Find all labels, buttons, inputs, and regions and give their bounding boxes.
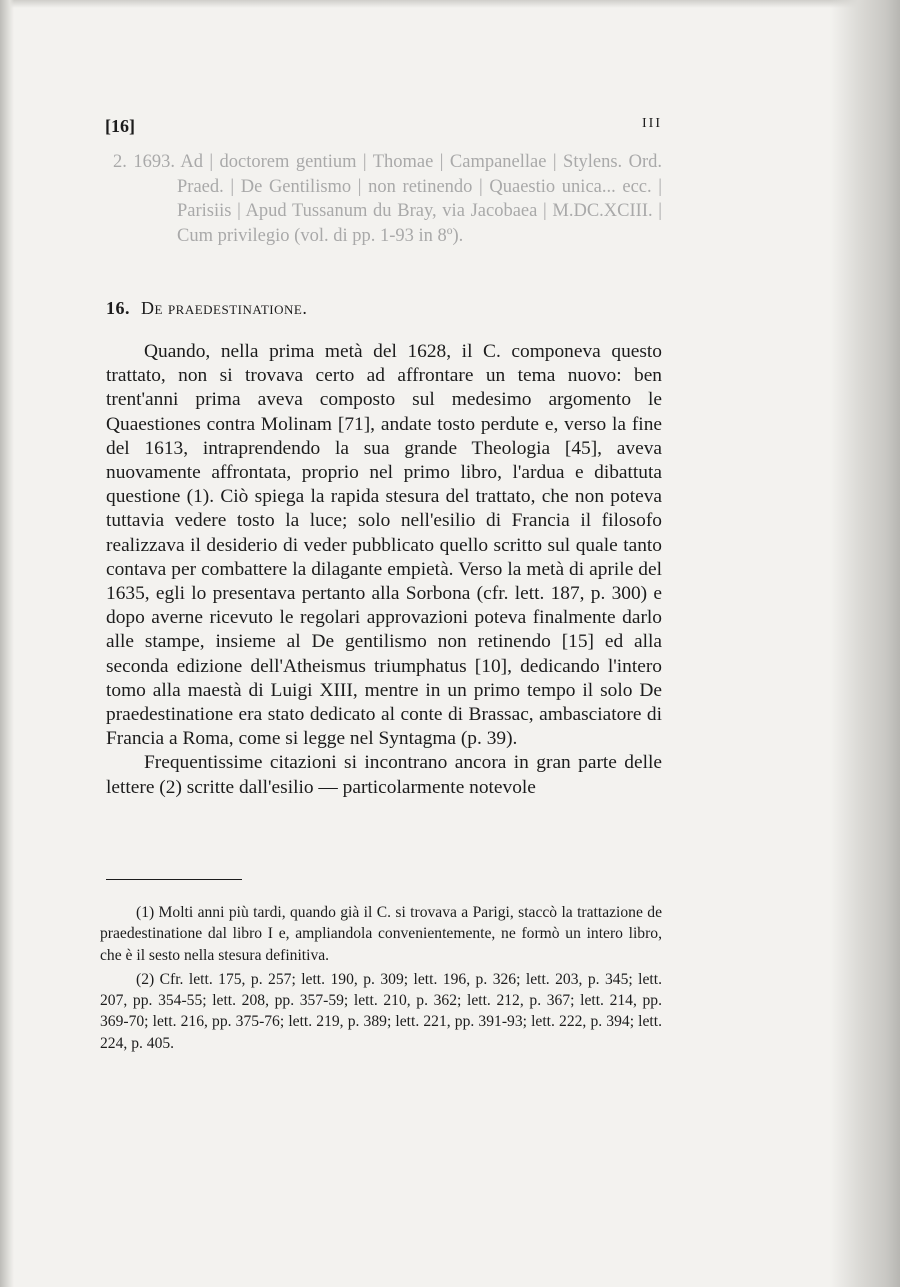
bibliographic-entry [113, 150, 662, 248]
section-title: De praedestinatione. [141, 298, 308, 318]
footnote-rule [106, 879, 242, 880]
body-paragraph-1: Quando, nella prima metà del 1628, il C. componeva questo trattato, non si trovava certo ad affrontare un tema nuovo: ben trent'anni prima aveva composto sul medesimo argomento le Quaestiones contra Molinam [71], andate tosto perdute e, verso la fine del 1613, intraprendendo la sua grande Theologia [45], aveva nuovamente affrontata, proprio nel primo libro, l'ardua e dibattuta questione (1). Ciò spiega la rapida stesura del trattato, che non poteva tuttavia vedere tosto la luce; solo nell'esilio di Francia il filosofo realizzava il desiderio di veder pubblicato quello scritto sul quale tanto contava per combattere la dilagante empietà. Verso la metà di aprile del 1635, egli lo presentava pertanto alla Sorbona (cfr. lett. 187, p. 300) e dopo averne ricevuto le regolari approvazioni poteva finalmente darlo alle stampe, insieme al De gentilismo non retinendo [15] ed alla seconda edizione dell'Atheismus triumphatus [10], dedicando l'intero tomo alla maestà di Luigi XIII, mentre in un primo tempo il solo De praedestinatione era stato dedicato al conte di Brassac, ambasciatore di Francia a Roma, come si legge nel Syntagma (p. 39). [106, 341, 662, 750]
entry-text: 1693. Ad | doctorem gentium | Thomae | Campanellae | Stylens. Ord. Praed. | De Gentilismo | non retinendo | Quaestio unica... ecc. | Parisiis | Apud Tussanum du Bray, via Jacobaea | M.DC.XCIII. | Cum privilegio (vol. di pp. 1-93 in 8º). [133, 152, 662, 246]
body-text [106, 340, 662, 800]
running-header [105, 116, 662, 138]
page-right-edge [830, 0, 900, 1287]
footnote-1: (1) Molti anni più tardi, quando già il C. si trovava a Parigi, staccò la trattazione de praedestinatione dal libro I e, ampliandola convenientemente, ne formò un intero libro, che è il sesto nella stesura definitiva. [100, 904, 662, 964]
page-top-edge [0, 0, 900, 8]
entry-number: 2. [113, 152, 127, 172]
header-entry-number: [16] [105, 116, 135, 136]
section-heading [106, 298, 307, 319]
footnotes [100, 902, 662, 1057]
header-page-number: III [642, 116, 662, 131]
body-paragraph-2: Frequentissime citazioni si incontrano ancora in gran parte delle lettere (2) scritte dall'esilio — particolarmente notevole [106, 752, 662, 798]
section-number: 16. [106, 298, 130, 318]
footnote-2: (2) Cfr. lett. 175, p. 257; lett. 190, p. 309; lett. 196, p. 326; lett. 203, p. 345; lett. 207, pp. 354-55; lett. 208, pp. 357-59; lett. 210, p. 362; lett. 212, p. 367; lett. 214, pp. 369-70; lett. 216, pp. 375-76; lett. 219, p. 389; lett. 221, pp. 391-93; lett. 222, p. 394; lett. 224, p. 405. [100, 970, 662, 1052]
page-left-edge [0, 0, 14, 1287]
